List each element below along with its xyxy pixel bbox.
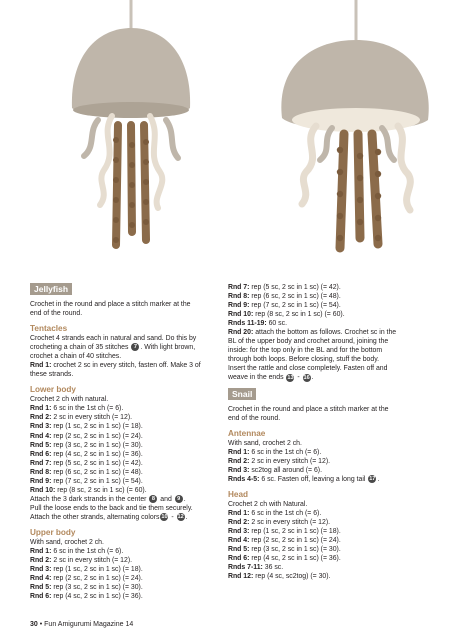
round-line [30,574,228,583]
page-number: 30 [30,621,38,628]
round-label: Rnd 5: [30,441,52,449]
antennae-heading: Antennae [228,428,266,438]
round-line [30,592,228,601]
round-line [30,450,228,459]
round-line [30,556,228,565]
round-text: rep (8 sc, 2 sc in 1 sc) (= 60). [253,311,345,319]
round-label: Rnd 5: [30,584,52,592]
round-text: rep (7 sc, 2 sc in 1 sc) (= 54). [51,477,143,485]
round-text: rep (3 sc, 2 sc in 1 sc) (= 30). [249,546,341,554]
round-label: Rnd 12: [228,573,254,581]
step-badge: 10 [161,514,168,521]
round-text: 6 sc in the 1st ch (= 6). [51,405,124,413]
round-line [30,422,228,431]
round-text: rep (4 sc, 2 sc in 1 sc) (= 36). [249,555,341,563]
round-label: Rnd 5: [228,546,250,554]
step-badge: 13 [287,374,294,381]
round-line [228,545,426,554]
round-label: Rnd 6: [30,450,52,458]
lower-body-heading: Lower body [30,385,76,395]
round-label: Rnd 4: [30,432,52,440]
round-label: Rnd 3: [228,466,250,474]
round-label: Rnd 1: [228,448,250,456]
round-text: rep (4 sc, 2 sc in 1 sc) (= 36). [51,450,143,458]
tentacles-text: crocheting a chain of 35 stitches [30,344,129,352]
round-label: Rnd 2: [30,414,52,422]
head-heading: Head [228,489,249,499]
weave-post: . [311,374,314,382]
round-label: Rnd 20: [228,329,254,337]
round-line [30,477,228,486]
round-label: Rnd 7: [228,284,250,291]
round-label: Rnd 2: [228,457,250,465]
upper-body-intro: With sand, crochet 2 ch. [30,538,104,546]
round-text: rep (1 sc, 2 sc in 1 sc) (= 18). [51,423,143,431]
round-text: 2 sc in every stitch (= 12). [51,414,133,422]
left-jellyfish-illustration [72,0,190,245]
step-badge: 8 [149,495,157,503]
lower-body-intro: Crochet 2 ch with natural. [30,396,109,404]
step-badge: 16 [303,374,310,381]
round-label: Rnd 2: [228,518,250,526]
round-label: Rnd 1: [228,509,250,517]
magazine-name: Fun Amigurumi Magazine 14 [44,621,134,628]
round-line [30,404,228,413]
round-line [30,565,228,574]
round-text: rep (6 sc, 2 sc in 1 sc) (= 48). [249,293,341,301]
round-line [228,527,426,536]
round-text: rep (5 sc, 2 sc in 1 sc) (= 42). [51,459,143,467]
round-label: Rnd 3: [228,527,250,535]
round-text: rep (3 sc, 2 sc in 1 sc) (= 30). [51,584,143,592]
round-label: Rnd 6: [228,555,250,563]
round-text: sc2tog all around (= 6). [249,466,323,474]
tentacles-line [30,343,228,352]
round-line [30,413,228,422]
attach-line [30,495,228,504]
round-line [30,468,228,477]
round-line [30,459,228,468]
round-text: rep (2 sc, 2 sc in 1 sc) (= 24). [249,537,341,545]
round-line [228,518,426,527]
round-label: Rnd 1: [30,405,52,413]
round-text: 2 sc in every stitch (= 12). [249,457,331,465]
round-line [30,432,228,441]
round-text: 60 sc. [266,320,287,328]
others-dash: - [171,513,174,521]
snail-heading: Snail [228,388,256,400]
round-text: rep (7 sc, 2 sc in 1 sc) (= 54). [249,302,341,310]
round-label: Rnds 7-11: [228,564,263,572]
round-label: Rnd 9: [30,477,52,485]
round-label: Rnd 7: [30,459,52,467]
round-line [228,448,426,457]
round-line [30,547,228,556]
antennae-intro: With sand, crochet 2 ch. [228,439,302,447]
round-post: . [377,475,380,483]
round-label: Rnd 4: [30,575,52,583]
round-text: rep (3 sc, 2 sc in 1 sc) (= 30). [51,441,143,449]
round-line [228,475,426,484]
round-line [228,572,426,581]
round-label: Rnd 9: [228,302,250,310]
round-text: rep (4 sc, 2 sc in 1 sc) (= 36). [51,593,143,601]
weave-line [228,373,426,382]
right-column [228,283,426,581]
round-line [228,536,426,545]
rnd20-line [228,328,426,337]
weave-dash: - [297,374,300,382]
footer-bullet: • [39,621,43,628]
round-label: Rnd 4: [228,537,250,545]
round-text: 6 sc in the 1st ch (= 6). [51,548,124,556]
attach-post: . [183,495,186,503]
round-line [228,457,426,466]
round-text: rep (8 sc, 2 sc in 1 sc) (= 60). [55,486,147,494]
round-line [228,301,426,310]
round-text: 6 sc in the 1st ch (= 6). [249,448,322,456]
tentacles-line: Crochet 4 strands each in natural and sand. Do this by [30,335,197,343]
jellyfish-intro-line: Crochet in the round and place a stitch marker at the [30,301,191,308]
jellyfish-heading: Jellyfish [30,283,72,295]
round-line [30,441,228,450]
rnd20-line: Insert the rattle and close completely. Fasten off and [228,365,388,373]
round-text: 2 sc in every stitch (= 12). [51,557,133,565]
left-column [30,283,228,601]
upper-body-heading: Upper body [30,527,76,537]
round-line [228,563,426,572]
round-text: rep (2 sc, 2 sc in 1 sc) (= 24). [51,432,143,440]
step-badge: 12 [177,514,184,521]
round-text: 6 sc in the 1st ch (= 6). [249,509,322,517]
jellyfish-photo [0,0,453,280]
others-line [30,513,228,522]
pull-line: Pull the loose ends to the back and tie them securely. [30,504,193,512]
round-label: Rnd 10: [30,486,56,494]
attach-text: Attach the 3 dark strands in the center [30,495,147,503]
round-label: Rnd 1: [30,548,52,556]
round-line [228,283,426,292]
round-text: 36 sc. [262,564,284,572]
round-text: crochet 2 sc in every stitch, fasten off. Make 3 of [51,362,201,370]
round-line [228,509,426,518]
round-text: attach the bottom as follows. Crochet sc in the [253,329,397,337]
round-label: Rnd 1: [30,362,52,370]
jellyfish-intro-line: end of the round. [30,310,83,318]
round-label: Rnd 3: [30,566,52,574]
round-text: rep (2 sc, 2 sc in 1 sc) (= 24). [51,575,143,583]
round-text: rep (5 sc, 2 sc in 1 sc) (= 42). [249,284,341,291]
attach-and: and [160,495,172,503]
others-post: . [185,513,188,521]
rnd20-line: through both loops. Before closing, stuff the body. [228,356,380,364]
right-jellyfish-illustration [281,0,428,248]
tentacles-text: . With light brown, [140,344,196,352]
round-label: Rnd 8: [30,468,52,476]
round-text: 6 sc. Fasten off, leaving a long tail [259,475,366,483]
round-label: Rnd 8: [228,293,250,301]
round-line [228,554,426,563]
round-text: rep (4 sc, sc2tog) (= 30). [253,573,331,581]
tentacles-line: crochet a chain of 40 stitches. [30,353,122,361]
step-badge: 9 [175,495,183,503]
snail-intro-line: Crochet in the round and place a stitch marker at the [228,405,389,413]
snail-intro-line: end of the round. [228,414,281,422]
others-text: Attach the other strands, alternating colors [30,513,160,521]
tentacles-line: these strands. [30,371,74,379]
round-label: Rnd 10: [228,311,254,319]
rnd20-line: inside: for the top only in the BL and for the bottom [228,347,383,355]
round-text: rep (1 sc, 2 sc in 1 sc) (= 18). [249,527,341,535]
round-text: rep (6 sc, 2 sc in 1 sc) (= 48). [51,468,143,476]
round-line [228,319,426,328]
step-badge: 7 [131,343,139,351]
page-footer [30,620,133,629]
tentacles-line [30,361,228,370]
round-label: Rnd 3: [30,423,52,431]
round-label: Rnd 6: [30,593,52,601]
round-line [228,292,426,301]
round-label: Rnds 11-19: [228,320,267,328]
round-line [228,310,426,319]
round-label: Rnd 2: [30,557,52,565]
round-label: Rnds 4-5: [228,475,260,483]
round-line [30,486,228,495]
round-text: 2 sc in every stitch (= 12). [249,518,331,526]
rnd20-line: BL of the upper body and crochet around, joining the [228,338,389,346]
head-intro: Crochet 2 ch with Natural. [228,500,308,508]
weave-text: weave in the ends [228,374,284,382]
step-badge: 17 [369,475,376,482]
round-text: rep (1 sc, 2 sc in 1 sc) (= 18). [51,566,143,574]
tentacles-heading: Tentacles [30,324,68,334]
round-line [30,583,228,592]
round-line [228,466,426,475]
